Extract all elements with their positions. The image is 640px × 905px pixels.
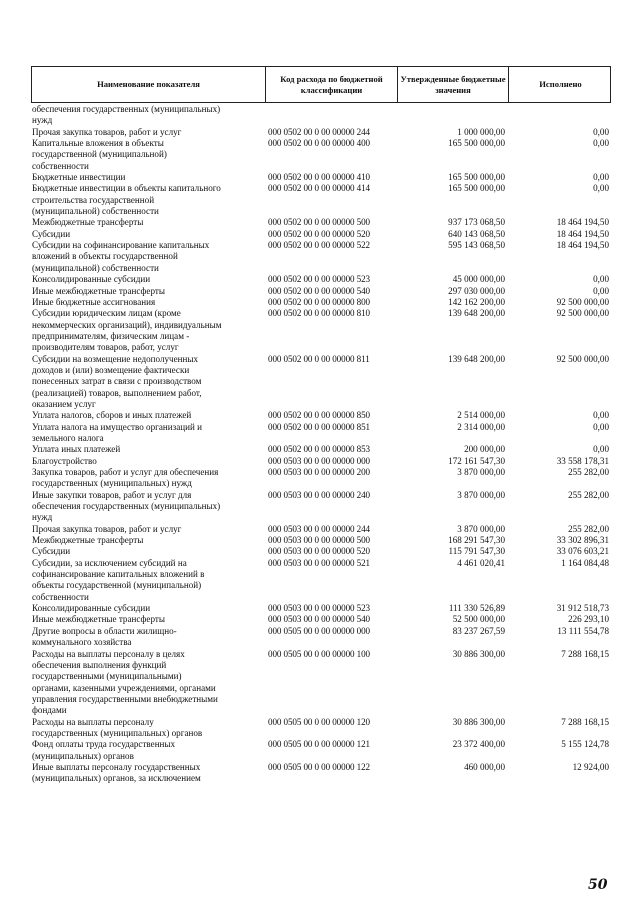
approved-cell: 172 161 547,30: [448, 455, 505, 466]
approved-cell: 2 514 000,00: [457, 410, 505, 421]
table-body: [31, 104, 611, 785]
name-cell: Расходы на выплаты персоналу в целях обеспечения выполнения функций государственными (муниципальными) органами, казенными учреждениями, органами управления государственными внебюджетными фондами: [32, 648, 218, 716]
name-cell: Консолидированные субсидии: [32, 274, 151, 285]
code-cell: 000 0502 00 0 00 00000 523: [268, 274, 370, 285]
name-cell: Уплата налогов, сборов и иных платежей: [32, 410, 192, 421]
executed-cell: 18 464 194,50: [556, 228, 609, 239]
executed-cell: 255 282,00: [568, 523, 609, 534]
executed-cell: 0,00: [593, 183, 609, 194]
code-cell: 000 0502 00 0 00 00000 851: [268, 421, 370, 432]
budget-table: [31, 66, 611, 785]
name-cell: Иные межбюджетные трансферты: [32, 614, 165, 625]
approved-cell: 937 173 068,50: [448, 217, 505, 228]
table-row: [31, 286, 611, 297]
code-cell: 000 0502 00 0 00 00000 414: [268, 183, 370, 194]
code-cell: 000 0502 00 0 00 00000 853: [268, 444, 370, 455]
name-cell: Иные бюджетные ассигнования: [32, 296, 156, 307]
table-row: [31, 739, 611, 762]
executed-cell: 7 288 168,15: [561, 648, 609, 659]
approved-cell: 23 372 400,00: [452, 739, 505, 750]
name-cell: Субсидии на софинансирование капитальных вложений в объекты государственной (муниципальной) собственности: [32, 240, 210, 273]
name-cell: Субсидии, за исключением субсидий на софинансирование капитальных вложений в объекты государственной (муниципальной) собственности: [32, 557, 205, 602]
code-cell: 000 0503 00 0 00 00000 244: [268, 523, 370, 534]
approved-cell: 297 030 000,00: [448, 285, 505, 296]
approved-cell: 165 500 000,00: [448, 138, 505, 149]
table-row: [31, 172, 611, 183]
table-row: [31, 297, 611, 308]
approved-cell: 640 143 068,50: [448, 228, 505, 239]
executed-cell: 0,00: [593, 274, 609, 285]
approved-cell: 3 870 000,00: [457, 489, 505, 500]
table-row: [31, 535, 611, 546]
name-cell: обеспечения государственных (муниципальных) нужд: [32, 104, 221, 126]
table-row: [31, 410, 611, 421]
executed-cell: 18 464 194,50: [556, 240, 609, 251]
table-row: [31, 649, 611, 717]
name-cell: Бюджетные инвестиции: [32, 172, 126, 183]
name-cell: Межбюджетные трансферты: [32, 535, 144, 546]
table-row: [31, 603, 611, 614]
executed-cell: 12 924,00: [572, 761, 609, 772]
name-cell: Уплата иных платежей: [32, 444, 121, 455]
table-row: [31, 524, 611, 535]
table-row: [31, 762, 611, 785]
code-cell: 000 0503 00 0 00 00000 520: [268, 546, 370, 557]
code-cell: 000 0503 00 0 00 00000 523: [268, 603, 370, 614]
code-cell: 000 0502 00 0 00 00000 410: [268, 172, 370, 183]
approved-cell: 139 648 200,00: [448, 353, 505, 364]
name-cell: Расходы на выплаты персоналу государственных (муниципальных) органов: [32, 716, 203, 738]
name-cell: Прочая закупка товаров, работ и услуг: [32, 126, 182, 137]
approved-cell: 1 000 000,00: [457, 126, 505, 137]
name-cell: Субсидии: [32, 228, 71, 239]
header-name: Наименование показателя: [97, 79, 200, 89]
executed-cell: 13 111 554,78: [557, 625, 609, 636]
table-row: [31, 614, 611, 625]
table-row: [31, 354, 611, 411]
executed-cell: 0,00: [593, 138, 609, 149]
name-cell: Консолидированные субсидии: [32, 603, 151, 614]
name-cell: Прочая закупка товаров, работ и услуг: [32, 523, 182, 534]
approved-cell: 2 314 000,00: [457, 421, 505, 432]
table-row: [31, 546, 611, 557]
header-executed: Исполнено: [508, 67, 612, 102]
executed-cell: 255 282,00: [568, 467, 609, 477]
table-row: [31, 422, 611, 445]
name-cell: Иные межбюджетные трансферты: [32, 285, 165, 296]
name-cell: Иные закупки товаров, работ и услуг для обеспечения государственных (муниципальных) нужд: [32, 489, 221, 523]
table-row: [31, 308, 611, 353]
executed-cell: 92 500 000,00: [556, 308, 609, 319]
approved-cell: 165 500 000,00: [448, 172, 505, 183]
code-cell: 000 0502 00 0 00 00000 400: [268, 138, 370, 149]
table-row: [31, 127, 611, 138]
code-cell: 000 0502 00 0 00 00000 520: [268, 228, 370, 239]
name-cell: Другие вопросы в области жилищно- коммунального хозяйства: [32, 625, 177, 648]
approved-cell: 83 237 267,59: [452, 625, 505, 636]
code-cell: 000 0503 00 0 00 00000 521: [268, 557, 370, 568]
code-cell: 000 0502 00 0 00 00000 811: [268, 353, 370, 364]
executed-cell: 5 155 124,78: [561, 739, 609, 750]
executed-cell: 31 912 518,73: [556, 603, 609, 614]
code-cell: 000 0502 00 0 00 00000 500: [268, 217, 370, 228]
executed-cell: 92 500 000,00: [556, 353, 609, 364]
executed-cell: 255 282,00: [568, 489, 609, 500]
name-cell: Иные выплаты персоналу государственных (муниципальных) органов, за исключением: [32, 761, 201, 784]
code-cell: 000 0503 00 0 00 00000 540: [268, 614, 370, 625]
code-cell: 000 0503 00 0 00 00000 200: [268, 467, 370, 477]
table-row: [31, 626, 611, 649]
code-cell: 000 0503 00 0 00 00000 240: [268, 489, 370, 500]
code-cell: 000 0502 00 0 00 00000 244: [268, 126, 370, 137]
executed-cell: 33 558 178,31: [556, 455, 609, 466]
code-cell: 000 0502 00 0 00 00000 800: [268, 296, 370, 307]
table-row: [31, 444, 611, 455]
table-row: [31, 229, 611, 240]
code-cell: 000 0502 00 0 00 00000 522: [268, 240, 370, 251]
header-code: Код расхода по бюджетной классификации: [265, 67, 397, 102]
approved-cell: 3 870 000,00: [457, 523, 505, 534]
name-cell: Субсидии на возмещение недополученных доходов и (или) возмещение фактически понесенных затрат в связи с производством (реализацией) товаров, выполнением работ, оказанием услуг: [32, 353, 202, 409]
approved-cell: 460 000,00: [464, 761, 505, 772]
table-row: [31, 240, 611, 274]
name-cell: Капитальные вложения в объекты государственной (муниципальной) собственности: [32, 138, 167, 171]
table-row: [31, 717, 611, 740]
name-cell: Бюджетные инвестиции в объекты капитального строительства государственной (муниципальной) собственности: [32, 183, 221, 217]
approved-cell: 4 461 020,41: [457, 557, 505, 568]
table-header: [31, 66, 611, 103]
approved-cell: 165 500 000,00: [448, 183, 505, 194]
executed-cell: [507, 104, 611, 127]
executed-cell: 0,00: [593, 126, 609, 137]
executed-cell: 33 076 603,21: [556, 546, 609, 557]
code-cell: 000 0502 00 0 00 00000 540: [268, 285, 370, 296]
approved-cell: 45 000 000,00: [452, 274, 505, 285]
code-cell: 000 0503 00 0 00 00000 000: [268, 455, 370, 466]
approved-cell: 30 886 300,00: [452, 716, 505, 727]
approved-cell: 111 330 526,89: [448, 603, 505, 614]
name-cell: Субсидии: [32, 546, 71, 557]
approved-cell: 139 648 200,00: [448, 308, 505, 319]
table-row: [31, 274, 611, 285]
executed-cell: 1 164 084,48: [561, 557, 609, 568]
executed-cell: 18 464 194,50: [556, 217, 609, 228]
executed-cell: 0,00: [593, 172, 609, 183]
code-cell: 000 0505 00 0 00 00000 000: [268, 625, 370, 636]
executed-cell: 0,00: [593, 285, 609, 296]
table-row: [31, 558, 611, 603]
approved-cell: 168 291 547,30: [448, 535, 505, 546]
executed-cell: 226 293,10: [568, 614, 609, 625]
table-row: [31, 217, 611, 228]
executed-cell: 0,00: [593, 410, 609, 421]
approved-cell: [402, 104, 507, 127]
code-cell: [264, 104, 402, 127]
approved-cell: 142 162 200,00: [448, 296, 505, 307]
code-cell: 000 0505 00 0 00 00000 120: [268, 716, 370, 727]
approved-cell: 200 000,00: [464, 444, 505, 455]
code-cell: 000 0505 00 0 00 00000 100: [268, 648, 370, 659]
code-cell: 000 0503 00 0 00 00000 500: [268, 535, 370, 546]
approved-cell: 30 886 300,00: [452, 648, 505, 659]
code-cell: 000 0505 00 0 00 00000 121: [268, 739, 370, 750]
table-row: [31, 490, 611, 524]
executed-cell: 92 500 000,00: [556, 296, 609, 307]
executed-cell: 33 302 896,31: [556, 535, 609, 546]
name-cell: Уплата налога на имущество организаций и земельного налога: [32, 421, 202, 443]
code-cell: 000 0502 00 0 00 00000 810: [268, 308, 370, 319]
table-row: [31, 183, 611, 217]
approved-cell: 115 791 547,30: [448, 546, 505, 557]
executed-cell: 0,00: [593, 421, 609, 432]
name-cell: Благоустройство: [32, 455, 97, 466]
name-cell: Закупка товаров, работ и услуг для обеспечения государственных (муниципальных) нужд: [32, 467, 219, 489]
table-row: [31, 138, 611, 172]
page-number: 50: [588, 877, 608, 893]
name-cell: Фонд оплаты труда государственных (муниципальных) органов: [32, 739, 176, 761]
name-cell: Межбюджетные трансферты: [32, 217, 144, 228]
table-row: [31, 104, 611, 127]
executed-cell: 0,00: [593, 444, 609, 455]
approved-cell: 52 500 000,00: [452, 614, 505, 625]
code-cell: 000 0505 00 0 00 00000 122: [268, 761, 370, 772]
code-cell: 000 0502 00 0 00 00000 850: [268, 410, 370, 421]
name-cell: Субсидии юридическим лицам (кроме некоммерческих организаций), индивидуальным предпринимателям, физическим лицам - производителям товаров, работ, услуг: [32, 308, 222, 353]
executed-cell: 7 288 168,15: [561, 716, 609, 727]
header-approved: Утвержденные бюджетные значения: [397, 67, 508, 102]
approved-cell: 595 143 068,50: [448, 240, 505, 251]
approved-cell: 3 870 000,00: [457, 467, 505, 477]
table-row: [31, 456, 611, 467]
table-row: [31, 467, 611, 490]
